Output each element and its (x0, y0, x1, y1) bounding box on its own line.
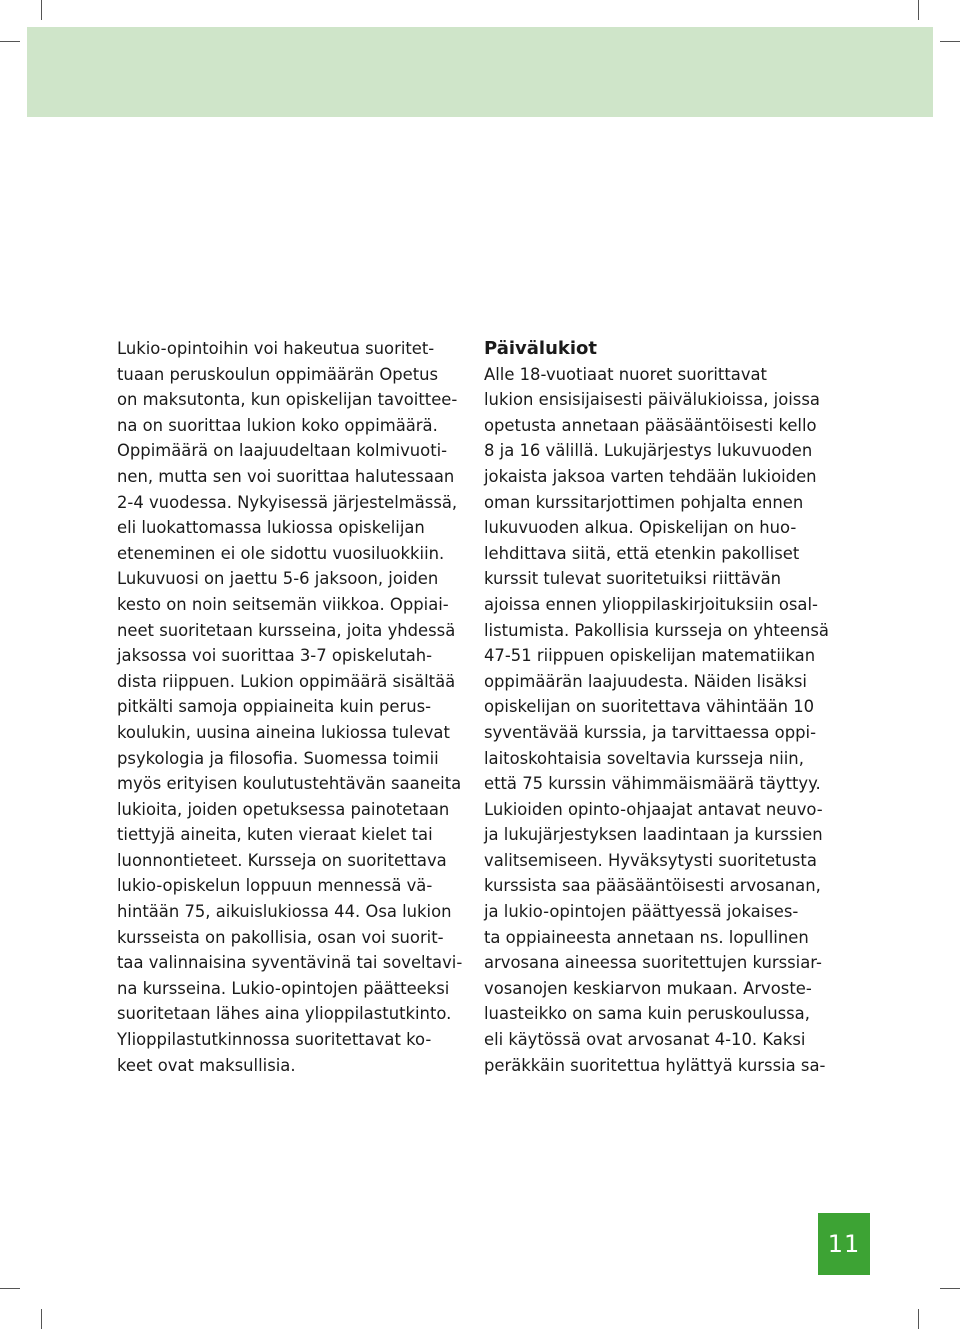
text-line: ja lukio-opintojen päättyessä jokaises- (484, 902, 799, 922)
text-line: syventävää kurssia, ja tarvittaessa oppi- (484, 722, 816, 742)
text-line: ta oppiaineesta annetaan ns. lopullinen (484, 927, 809, 947)
text-line: kesto on noin seitsemän viikkoa. Oppiai- (117, 594, 449, 614)
text-line: jokaista jaksoa varten tehdään lukioiden (484, 466, 817, 486)
text-line: ja lukujärjestyksen laadintaan ja kurssien (484, 825, 823, 845)
page-number: 11 (818, 1213, 870, 1275)
text-line: laitoskohtaisia soveltavia kursseja niin, (484, 748, 804, 768)
text-line: oppimäärän laajuudesta. Näiden lisäksi (484, 671, 807, 691)
crop-mark (918, 0, 919, 20)
text-line: nen, mutta sen voi suorittaa halutessaan (117, 466, 455, 486)
text-line: lukuvuoden alkua. Opiskelijan on huo- (484, 518, 797, 538)
text-line: valitsemiseen. Hyväksytysti suoritetusta (484, 850, 817, 870)
text-line: kurssista saa pääsääntöisesti arvosanan, (484, 876, 821, 896)
text-line: eli käytössä ovat arvosanat 4-10. Kaksi (484, 1030, 806, 1050)
text-line: jaksossa voi suorittaa 3-7 opiskelutah- (117, 646, 433, 666)
text-line: luasteikko on sama kuin peruskoulussa, (484, 1004, 810, 1024)
crop-mark (918, 1309, 919, 1329)
text-line: myös erityisen koulutustehtävän saaneita (117, 774, 462, 794)
text-line: suoritetaan lähes aina ylioppilastutkinto. (117, 1004, 452, 1024)
text-line: lukioita, joiden opetuksessa painotetaan (117, 799, 450, 819)
text-line: Lukio-opintoihin voi hakeutua suoritet- (117, 339, 435, 358)
text-line: hintään 75, aikuislukiossa 44. Osa lukion (117, 902, 452, 922)
text-line: kurssit tulevat suoritetuiksi riittävän (484, 569, 782, 589)
text-line: tuaan peruskoulun oppimäärän Opetus (117, 364, 439, 384)
text-line: eli luokattomassa lukiossa opiskelijan (117, 518, 425, 538)
text-line: Oppimäärä on laajuudeltaan kolmivuoti- (117, 441, 448, 461)
text-line: 2-4 vuodessa. Nykyisessä järjestelmässä, (117, 492, 458, 512)
text-line: vosanojen keskiarvon mukaan. Arvoste- (484, 978, 812, 998)
text-line: opetusta annetaan pääsääntöisesti kello (484, 415, 817, 435)
text-line: luonnontieteet. Kursseja on suoritettava (117, 850, 447, 870)
text-line: lukio-opiskelun loppuun mennessä vä- (117, 876, 433, 896)
header-band (27, 27, 933, 117)
text-line: 8 ja 16 välillä. Lukujärjestys lukuvuoden (484, 441, 813, 461)
text-line: na on suorittaa lukion koko oppimäärä. (117, 415, 438, 435)
text-line: kursseista on pakollisia, osan voi suorit- (117, 927, 444, 947)
text-line: on maksutonta, kun opiskelijan tavoittee- (117, 390, 458, 410)
text-line: peräkkäin suoritettua hylättyä kurssia sa- (484, 1055, 826, 1075)
text-line: neet suoritetaan kursseina, joita yhdessä (117, 620, 456, 640)
text-line: taa valinnaisina syventävinä tai soveltavi- (117, 953, 463, 973)
crop-mark (41, 0, 42, 20)
text-line: Lukioiden opinto-ohjaajat antavat neuvo- (484, 799, 823, 819)
right-column (484, 336, 829, 1078)
text-line: lehdittava siitä, että etenkin pakolliset (484, 543, 800, 563)
text-line: koulukin, uusina aineina lukiossa tulevat (117, 722, 450, 742)
text-line: listumista. Pakollisia kursseja on yhteensä (484, 620, 829, 640)
text-line: eteneminen ei ole sidottu vuosiluokkiin. (117, 543, 445, 563)
text-line: tiettyjä aineita, kuten vieraat kielet tai (117, 825, 433, 845)
text-line: oman kurssitarjottimen pohjalta ennen (484, 492, 804, 512)
text-line: arvosana aineessa suoritettujen kurssiar- (484, 953, 822, 973)
text-line: ajoissa ennen ylioppilaskirjoituksiin osal- (484, 594, 818, 614)
crop-mark (0, 1288, 20, 1289)
text-line: Lukuvuosi on jaettu 5-6 jaksoon, joiden (117, 569, 439, 589)
text-line: lukion ensisijaisesti päivälukioissa, joissa (484, 390, 820, 410)
crop-mark (0, 41, 20, 42)
text-line: 47-51 riippuen opiskelijan matematiikan (484, 646, 816, 666)
text-line: että 75 kurssin vähimmäismäärä täyttyy. (484, 774, 821, 794)
text-line: Alle 18-vuotiaat nuoret suorittavat (484, 364, 767, 384)
crop-mark (940, 41, 960, 42)
text-line: na kursseina. Lukio-opintojen päätteeksi (117, 978, 450, 998)
text-line: dista riippuen. Lukion oppimäärä sisältää (117, 671, 456, 691)
text-line: Ylioppilastutkinnossa suoritettavat ko- (117, 1030, 432, 1050)
text-line: keet ovat maksullisia. (117, 1055, 296, 1075)
section-heading: Päivälukiot (484, 338, 598, 359)
text-line: psykologia ja filosofia. Suomessa toimii (117, 748, 439, 768)
crop-mark (940, 1288, 960, 1289)
crop-mark (41, 1309, 42, 1329)
text-line: pitkälti samoja oppiaineita kuin perus- (117, 697, 432, 717)
text-line: opiskelijan on suoritettava vähintään 10 (484, 697, 815, 717)
left-column (117, 336, 462, 1078)
